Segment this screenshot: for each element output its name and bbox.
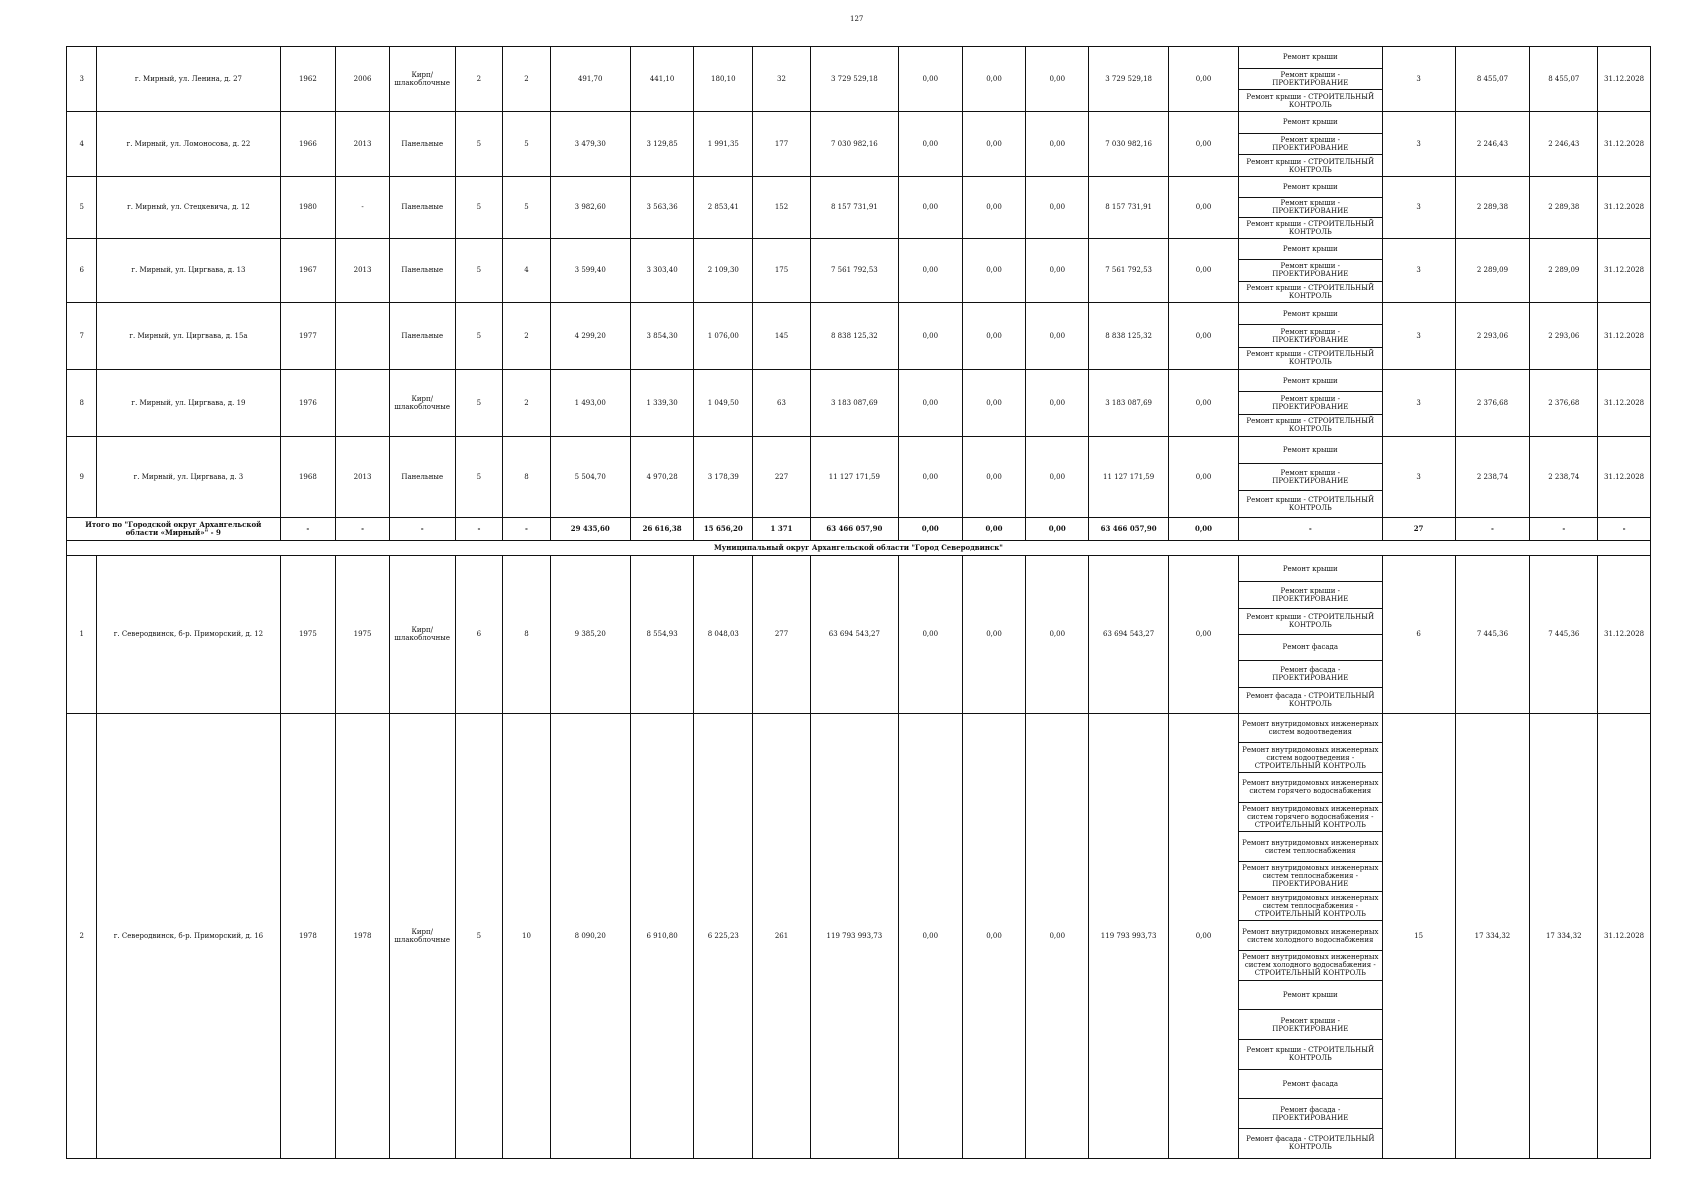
cell-c1: 0,00 — [898, 369, 962, 436]
cell-mat: Панельные — [389, 302, 455, 369]
cell-c2: 0,00 — [962, 302, 1026, 369]
cell-c4: 8 838 125,32 — [1089, 302, 1169, 369]
cell-c5: 0,00 — [1169, 176, 1239, 238]
cell-dash: - — [503, 517, 551, 540]
cell-ent: 2 — [503, 369, 551, 436]
cell-c3: 0,00 — [1026, 555, 1089, 713]
work-item: Ремонт крыши - СТРОИТЕЛЬНЫЙ КОНТРОЛЬ — [1238, 490, 1382, 517]
cell-cost: 63 466 057,90 — [810, 517, 898, 540]
cell-date: 31.12.2028 — [1598, 302, 1651, 369]
work-item: Ремонт крыши — [1238, 302, 1382, 324]
cell-p1: 2 289,09 — [1455, 238, 1530, 302]
cell-k: 27 — [1382, 517, 1455, 540]
cell-a2: 6 910,80 — [630, 713, 694, 1158]
work-item: Ремонт крыши - ПРОЕКТИРОВАНИЕ — [1238, 1010, 1382, 1040]
cell-date: 31.12.2028 — [1598, 47, 1651, 112]
cell-k: 3 — [1382, 238, 1455, 302]
cell-y2: - — [336, 176, 390, 238]
cell-a1: 3 599,40 — [550, 238, 630, 302]
cell-c3: 0,00 — [1026, 111, 1089, 176]
table-row — [67, 302, 1651, 324]
cell-c3: 0,00 — [1026, 713, 1089, 1158]
cell-cost: 7 030 982,16 — [810, 111, 898, 176]
cell-p2: 17 334,32 — [1530, 713, 1598, 1158]
cell-dash: - — [1238, 517, 1382, 540]
cell-a3: 6 225,23 — [694, 713, 753, 1158]
cell-c5: 0,00 — [1169, 238, 1239, 302]
work-item: Ремонт крыши - ПРОЕКТИРОВАНИЕ — [1238, 325, 1382, 347]
cell-dash: - — [336, 517, 390, 540]
cell-y2: 2006 — [336, 47, 390, 112]
cell-dash: - — [1455, 517, 1530, 540]
cell-ent: 10 — [503, 713, 551, 1158]
cell-date: 31.12.2028 — [1598, 555, 1651, 713]
cell-a2: 441,10 — [630, 47, 694, 112]
cell-a1: 9 385,20 — [550, 555, 630, 713]
cell-ent: 8 — [503, 436, 551, 517]
cell-k: 3 — [1382, 369, 1455, 436]
cell-y1: 1978 — [280, 713, 336, 1158]
work-item: Ремонт крыши - ПРОЕКТИРОВАНИЕ — [1238, 197, 1382, 218]
cell-c4: 7 030 982,16 — [1089, 111, 1169, 176]
cell-fl: 5 — [455, 176, 503, 238]
cell-y1: 1976 — [280, 369, 336, 436]
work-item: Ремонт крыши - ПРОЕКТИРОВАНИЕ — [1238, 392, 1382, 414]
cell-c3: 0,00 — [1026, 302, 1089, 369]
cell-mat: Кирп/ шлакоблочные — [389, 555, 455, 713]
cell-res: 175 — [753, 238, 811, 302]
cell-n: 4 — [67, 111, 97, 176]
work-item: Ремонт внутридомовых инженерных систем горячего водоснабжения — [1238, 773, 1382, 803]
cell-a1: 3 982,60 — [550, 176, 630, 238]
cell-c3: 0,00 — [1026, 176, 1089, 238]
cell-date: 31.12.2028 — [1598, 238, 1651, 302]
cell-c5: 0,00 — [1169, 436, 1239, 517]
work-item: Ремонт крыши - ПРОЕКТИРОВАНИЕ — [1238, 68, 1382, 90]
cell-fl: 5 — [455, 436, 503, 517]
cell-cost: 7 561 792,53 — [810, 238, 898, 302]
work-item: Ремонт крыши - СТРОИТЕЛЬНЫЙ КОНТРОЛЬ — [1238, 414, 1382, 436]
cell-n: 5 — [67, 176, 97, 238]
page-number: 127 — [850, 15, 864, 23]
cell-a2: 26 616,38 — [630, 517, 694, 540]
cell-res: 32 — [753, 47, 811, 112]
table-row — [67, 238, 1651, 259]
region-header-row — [67, 540, 1651, 555]
cell-a3: 3 178,39 — [694, 436, 753, 517]
cell-mat: Панельные — [389, 111, 455, 176]
table-row — [67, 369, 1651, 391]
cell-c2: 0,00 — [962, 555, 1026, 713]
cell-addr: г. Мирный, ул. Циргвава, д. 15а — [97, 302, 280, 369]
cell-mat: Панельные — [389, 176, 455, 238]
cell-dash: - — [455, 517, 503, 540]
cell-c5: 0,00 — [1169, 111, 1239, 176]
cell-a2: 3 303,40 — [630, 238, 694, 302]
cell-n: 7 — [67, 302, 97, 369]
cell-addr: г. Мирный, ул. Циргвава, д. 3 — [97, 436, 280, 517]
cell-c4: 11 127 171,59 — [1089, 436, 1169, 517]
work-item: Ремонт крыши - СТРОИТЕЛЬНЫЙ КОНТРОЛЬ — [1238, 281, 1382, 302]
work-item: Ремонт крыши - ПРОЕКТИРОВАНИЕ — [1238, 133, 1382, 155]
cell-c5: 0,00 — [1169, 555, 1239, 713]
cell-a1: 1 493,00 — [550, 369, 630, 436]
work-item: Ремонт крыши - ПРОЕКТИРОВАНИЕ — [1238, 582, 1382, 608]
cell-c3: 0,00 — [1026, 436, 1089, 517]
cell-ent: 2 — [503, 302, 551, 369]
cell-a3: 1 991,35 — [694, 111, 753, 176]
cell-a2: 3 129,85 — [630, 111, 694, 176]
cell-res: 277 — [753, 555, 811, 713]
cell-a2: 8 554,93 — [630, 555, 694, 713]
cell-cost: 8 838 125,32 — [810, 302, 898, 369]
region-title: Муниципальный округ Архангельской области "Город Северодвинск" — [67, 540, 1651, 555]
cell-addr: г. Мирный, ул. Ленина, д. 27 — [97, 47, 280, 112]
table-row — [67, 713, 1651, 743]
cell-addr: г. Мирный, ул. Стецкевича, д. 12 — [97, 176, 280, 238]
work-item: Ремонт фасада — [1238, 1069, 1382, 1099]
cell-c5: 0,00 — [1169, 47, 1239, 112]
cell-c2: 0,00 — [962, 111, 1026, 176]
cell-a2: 1 339,30 — [630, 369, 694, 436]
cell-p1: 2 246,43 — [1455, 111, 1530, 176]
cell-p2: 2 293,06 — [1530, 302, 1598, 369]
work-item: Ремонт внутридомовых инженерных систем теплоснабжения - ПРОЕКТИРОВАНИЕ — [1238, 862, 1382, 892]
work-item: Ремонт крыши - ПРОЕКТИРОВАНИЕ — [1238, 463, 1382, 490]
cell-k: 3 — [1382, 47, 1455, 112]
work-item: Ремонт крыши - СТРОИТЕЛЬНЫЙ КОНТРОЛЬ — [1238, 218, 1382, 239]
cell-c1: 0,00 — [898, 111, 962, 176]
cell-c1: 0,00 — [898, 517, 962, 540]
cell-p1: 2 376,68 — [1455, 369, 1530, 436]
work-item: Ремонт фасада - СТРОИТЕЛЬНЫЙ КОНТРОЛЬ — [1238, 687, 1382, 713]
work-item: Ремонт внутридомовых инженерных систем теплоснабжения - СТРОИТЕЛЬНЫЙ КОНТРОЛЬ — [1238, 891, 1382, 921]
cell-c5: 0,00 — [1169, 713, 1239, 1158]
cell-p2: 2 289,09 — [1530, 238, 1598, 302]
cell-fl: 5 — [455, 111, 503, 176]
cell-cost: 8 157 731,91 — [810, 176, 898, 238]
cell-k: 3 — [1382, 111, 1455, 176]
cell-cost: 119 793 993,73 — [810, 713, 898, 1158]
cell-addr: г. Мирный, ул. Циргвава, д. 19 — [97, 369, 280, 436]
cell-a3: 15 656,20 — [694, 517, 753, 540]
cell-c2: 0,00 — [962, 436, 1026, 517]
work-item: Ремонт крыши - СТРОИТЕЛЬНЫЙ КОНТРОЛЬ — [1238, 608, 1382, 634]
cell-c4: 8 157 731,91 — [1089, 176, 1169, 238]
cell-k: 3 — [1382, 176, 1455, 238]
cell-y1: 1980 — [280, 176, 336, 238]
cell-c1: 0,00 — [898, 176, 962, 238]
cell-p1: 2 289,38 — [1455, 176, 1530, 238]
cell-p2: 7 445,36 — [1530, 555, 1598, 713]
cell-dash: - — [280, 517, 336, 540]
table-row — [67, 176, 1651, 197]
work-item: Ремонт фасада - СТРОИТЕЛЬНЫЙ КОНТРОЛЬ — [1238, 1129, 1382, 1159]
work-item: Ремонт крыши — [1238, 369, 1382, 391]
cell-c3: 0,00 — [1026, 238, 1089, 302]
cell-ent: 4 — [503, 238, 551, 302]
cell-c5: 0,00 — [1169, 302, 1239, 369]
cell-fl: 5 — [455, 302, 503, 369]
cell-res: 227 — [753, 436, 811, 517]
table-row — [67, 47, 1651, 69]
cell-a1: 8 090,20 — [550, 713, 630, 1158]
cell-y1: 1967 — [280, 238, 336, 302]
cell-c4: 63 466 057,90 — [1089, 517, 1169, 540]
cell-cost: 3 183 087,69 — [810, 369, 898, 436]
cell-fl: 6 — [455, 555, 503, 713]
work-item: Ремонт крыши - СТРОИТЕЛЬНЫЙ КОНТРОЛЬ — [1238, 155, 1382, 177]
work-item: Ремонт внутридомовых инженерных систем теплоснабжения — [1238, 832, 1382, 862]
cell-cost: 63 694 543,27 — [810, 555, 898, 713]
table-row — [67, 436, 1651, 463]
cell-c5: 0,00 — [1169, 517, 1239, 540]
cell-c2: 0,00 — [962, 47, 1026, 112]
table-row — [67, 111, 1651, 133]
cell-n: 1 — [67, 555, 97, 713]
cell-a3: 1 076,00 — [694, 302, 753, 369]
cell-k: 3 — [1382, 436, 1455, 517]
cell-p2: 2 238,74 — [1530, 436, 1598, 517]
work-item: Ремонт крыши — [1238, 47, 1382, 69]
table-row — [67, 555, 1651, 581]
total-row — [67, 517, 1651, 540]
cell-y2 — [336, 302, 390, 369]
cell-c3: 0,00 — [1026, 47, 1089, 112]
cell-y1: 1975 — [280, 555, 336, 713]
cell-dash: - — [1598, 517, 1651, 540]
cell-c3: 0,00 — [1026, 517, 1089, 540]
work-item: Ремонт крыши — [1238, 980, 1382, 1010]
cell-dash: - — [389, 517, 455, 540]
cell-mat: Кирп/ шлакоблочные — [389, 713, 455, 1158]
cell-a1: 29 435,60 — [550, 517, 630, 540]
work-item: Ремонт внутридомовых инженерных систем водоотведения - СТРОИТЕЛЬНЫЙ КОНТРОЛЬ — [1238, 743, 1382, 773]
cell-p1: 7 445,36 — [1455, 555, 1530, 713]
cell-y2: 1975 — [336, 555, 390, 713]
cell-c4: 119 793 993,73 — [1089, 713, 1169, 1158]
cell-c1: 0,00 — [898, 302, 962, 369]
cell-c5: 0,00 — [1169, 369, 1239, 436]
cell-k: 15 — [1382, 713, 1455, 1158]
cell-cost: 11 127 171,59 — [810, 436, 898, 517]
cell-date: 31.12.2028 — [1598, 436, 1651, 517]
cell-p2: 8 455,07 — [1530, 47, 1598, 112]
cell-c1: 0,00 — [898, 238, 962, 302]
work-item: Ремонт фасада - ПРОЕКТИРОВАНИЕ — [1238, 1099, 1382, 1129]
cell-addr: г. Северодвинск, б-р. Приморский, д. 16 — [97, 713, 280, 1158]
work-item: Ремонт крыши — [1238, 111, 1382, 133]
work-item: Ремонт внутридомовых инженерных систем горячего водоснабжения - СТРОИТЕЛЬНЫЙ КОНТРОЛЬ — [1238, 802, 1382, 832]
cell-res: 145 — [753, 302, 811, 369]
cell-mat: Панельные — [389, 238, 455, 302]
cell-a2: 4 970,28 — [630, 436, 694, 517]
work-item: Ремонт внутридомовых инженерных систем холодного водоснабжения - СТРОИТЕЛЬНЫЙ КОНТРОЛЬ — [1238, 951, 1382, 981]
cell-c2: 0,00 — [962, 369, 1026, 436]
work-item: Ремонт крыши - ПРОЕКТИРОВАНИЕ — [1238, 260, 1382, 281]
cell-ent: 8 — [503, 555, 551, 713]
cell-p1: 17 334,32 — [1455, 713, 1530, 1158]
work-item: Ремонт фасада - ПРОЕКТИРОВАНИЕ — [1238, 661, 1382, 687]
cell-n: 3 — [67, 47, 97, 112]
cell-y2: 1978 — [336, 713, 390, 1158]
capital-repair-table — [66, 46, 1651, 1159]
cell-c2: 0,00 — [962, 238, 1026, 302]
cell-ent: 5 — [503, 176, 551, 238]
cell-n: 6 — [67, 238, 97, 302]
cell-res: 261 — [753, 713, 811, 1158]
cell-a2: 3 854,30 — [630, 302, 694, 369]
cell-a3: 2 109,30 — [694, 238, 753, 302]
cell-p1: 8 455,07 — [1455, 47, 1530, 112]
cell-y1: 1977 — [280, 302, 336, 369]
cell-date: 31.12.2028 — [1598, 713, 1651, 1158]
cell-c2: 0,00 — [962, 176, 1026, 238]
work-item: Ремонт фасада — [1238, 634, 1382, 660]
cell-a1: 3 479,30 — [550, 111, 630, 176]
cell-fl: 5 — [455, 713, 503, 1158]
work-item: Ремонт крыши - СТРОИТЕЛЬНЫЙ КОНТРОЛЬ — [1238, 347, 1382, 369]
cell-a2: 3 563,36 — [630, 176, 694, 238]
cell-date: 31.12.2028 — [1598, 369, 1651, 436]
cell-cost: 3 729 529,18 — [810, 47, 898, 112]
cell-c2: 0,00 — [962, 517, 1026, 540]
work-item: Ремонт крыши — [1238, 238, 1382, 259]
cell-c1: 0,00 — [898, 47, 962, 112]
work-item: Ремонт внутридомовых инженерных систем холодного водоснабжения — [1238, 921, 1382, 951]
cell-addr: г. Мирный, ул. Циргвава, д. 13 — [97, 238, 280, 302]
cell-a1: 5 504,70 — [550, 436, 630, 517]
cell-mat: Кирп/ шлакоблочные — [389, 369, 455, 436]
cell-date: 31.12.2028 — [1598, 176, 1651, 238]
cell-k: 3 — [1382, 302, 1455, 369]
cell-y2 — [336, 369, 390, 436]
cell-res: 63 — [753, 369, 811, 436]
work-item: Ремонт крыши - СТРОИТЕЛЬНЫЙ КОНТРОЛЬ — [1238, 90, 1382, 112]
cell-p2: 2 376,68 — [1530, 369, 1598, 436]
cell-mat: Панельные — [389, 436, 455, 517]
cell-y1: 1968 — [280, 436, 336, 517]
cell-c4: 3 183 087,69 — [1089, 369, 1169, 436]
cell-addr: г. Северодвинск, б-р. Приморский, д. 12 — [97, 555, 280, 713]
cell-dash: - — [1530, 517, 1598, 540]
cell-a3: 180,10 — [694, 47, 753, 112]
cell-res: 177 — [753, 111, 811, 176]
cell-ent: 5 — [503, 111, 551, 176]
cell-c1: 0,00 — [898, 555, 962, 713]
work-item: Ремонт крыши — [1238, 436, 1382, 463]
cell-n: 9 — [67, 436, 97, 517]
cell-ent: 2 — [503, 47, 551, 112]
cell-p2: 2 289,38 — [1530, 176, 1598, 238]
cell-a1: 491,70 — [550, 47, 630, 112]
cell-a3: 1 049,50 — [694, 369, 753, 436]
cell-fl: 2 — [455, 47, 503, 112]
cell-n: 8 — [67, 369, 97, 436]
cell-a3: 2 853,41 — [694, 176, 753, 238]
work-item: Ремонт крыши - СТРОИТЕЛЬНЫЙ КОНТРОЛЬ — [1238, 1040, 1382, 1070]
work-item: Ремонт крыши — [1238, 555, 1382, 581]
cell-fl: 5 — [455, 238, 503, 302]
total-label: Итого по "Городской округ Архангельской области «Мирный»" - 9 — [67, 517, 281, 540]
cell-c1: 0,00 — [898, 436, 962, 517]
cell-c4: 3 729 529,18 — [1089, 47, 1169, 112]
cell-res: 1 371 — [753, 517, 811, 540]
cell-p1: 2 293,06 — [1455, 302, 1530, 369]
cell-addr: г. Мирный, ул. Ломоносова, д. 22 — [97, 111, 280, 176]
cell-date: 31.12.2028 — [1598, 111, 1651, 176]
cell-y2: 2013 — [336, 238, 390, 302]
cell-y2: 2013 — [336, 436, 390, 517]
cell-c4: 63 694 543,27 — [1089, 555, 1169, 713]
cell-c2: 0,00 — [962, 713, 1026, 1158]
cell-n: 2 — [67, 713, 97, 1158]
cell-c1: 0,00 — [898, 713, 962, 1158]
cell-res: 152 — [753, 176, 811, 238]
work-item: Ремонт крыши — [1238, 176, 1382, 197]
cell-a1: 4 299,20 — [550, 302, 630, 369]
cell-y1: 1962 — [280, 47, 336, 112]
cell-y2: 2013 — [336, 111, 390, 176]
cell-mat: Кирп/ шлакоблочные — [389, 47, 455, 112]
cell-fl: 5 — [455, 369, 503, 436]
cell-k: 6 — [1382, 555, 1455, 713]
cell-y1: 1966 — [280, 111, 336, 176]
cell-c4: 7 561 792,53 — [1089, 238, 1169, 302]
cell-c3: 0,00 — [1026, 369, 1089, 436]
cell-p1: 2 238,74 — [1455, 436, 1530, 517]
cell-p2: 2 246,43 — [1530, 111, 1598, 176]
cell-a3: 8 048,03 — [694, 555, 753, 713]
work-item: Ремонт внутридомовых инженерных систем водоотведения — [1238, 713, 1382, 743]
